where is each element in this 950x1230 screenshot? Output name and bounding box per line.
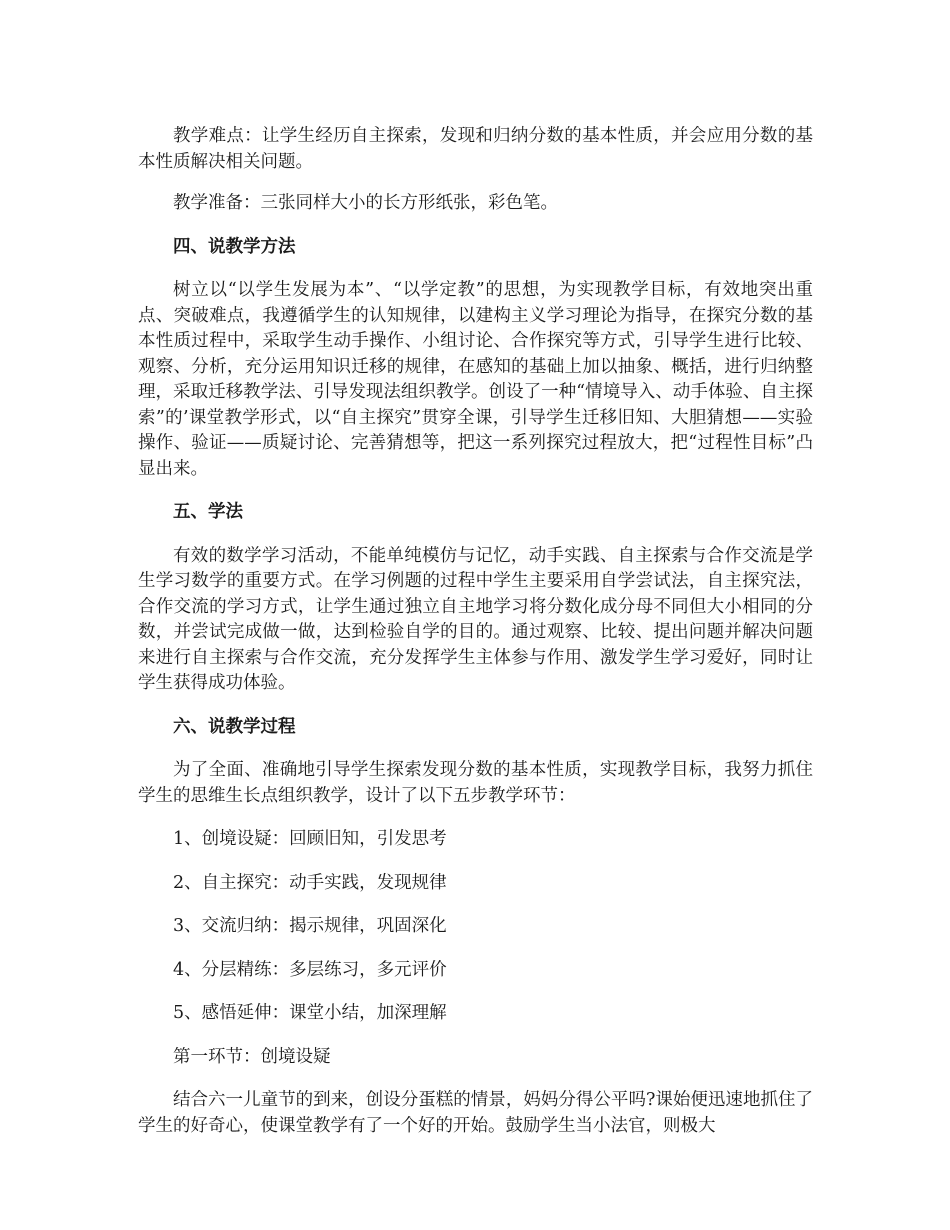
teaching-difficulty-paragraph: 教学难点：让学生经历自主探索，发现和归纳分数的基本性质，并会应用分数的基本性质解决相关问题。 <box>138 126 813 172</box>
teaching-step-item: 2、自主探究：动手实践，发现规律 <box>173 872 447 893</box>
teaching-step-item: 4、分层精练：多层练习，多元评价 <box>173 959 447 980</box>
step-1-heading: 第一环节：创境设疑 <box>173 1046 331 1067</box>
teaching-step-item: 3、交流归纳：揭示规律，巩固深化 <box>173 916 447 936</box>
section-6-intro-paragraph: 为了全面、准确地引导学生探索发现分数的基本性质，实现教学目标，我努力抓住学生的思维生长点组织教学，设计了以下五步教学环节： <box>138 760 813 806</box>
section-5-heading: 五、学法 <box>173 502 243 522</box>
section-4-paragraph: 树立以“以学生发展为本”、“以学定教”的思想，为实现教学目标，有效地突出重点、突破难点，我遵循学生的认知规律，以建构主义学习理论为指导，在探究分数的基本性质过程中，采取学生动手操作、小组讨论、合作探究等方式，引导学生进行比较、观察、分析，充分运用知识迁移的规律，在感知的基础上加以抽象、概括，进行归纳整理，采取迁移教学法、引导发现法组织教学。创设了一种“情境导入、动手体验、自主探索”的’课堂教学形式，以“自主探究”贯穿全课，引导学生迁移旧知、大胆猜想——实验操作、验证——质疑讨论、完善猜想等，把这一系列探究过程放大，把“过程性目标”凸显出来。 <box>138 280 813 479</box>
section-4-heading: 四、说教学方法 <box>173 236 296 257</box>
step-1-paragraph: 结合六一儿童节的到来，创设分蛋糕的情景，妈妈分得公平吗?课始便迅速地抓住了学生的好奇心，使课堂教学有了一个好的开始。鼓励学生当小法官，则极大 <box>138 1090 813 1136</box>
teaching-step-item: 5、感悟延伸：课堂小结，加深理解 <box>173 1003 447 1023</box>
document-body <box>138 124 813 1139</box>
section-6-heading: 六、说教学过程 <box>173 716 296 737</box>
teaching-preparation-paragraph: 教学准备：三张同样大小的长方形纸张，彩色笔。 <box>173 193 558 213</box>
section-5-paragraph: 有效的数学学习活动，不能单纯模仿与记忆，动手实践、自主探索与合作交流是学生学习数学的重要方式。在学习例题的过程中学生主要采用自学尝试法，自主探究法，合作交流的学习方式，让学生通过独立自主地学习将分数化成分母不同但大小相同的分数，并尝试完成做一做，达到检验自学的目的。通过观察、比较、提出问题并解决问题来进行自主探索与合作交流，充分发挥学生主体参与作用、激发学生学习爱好，同时让学生获得成功体验。 <box>138 545 813 693</box>
teaching-step-item: 1、创境设疑：回顾旧知，引发思考 <box>173 829 447 849</box>
